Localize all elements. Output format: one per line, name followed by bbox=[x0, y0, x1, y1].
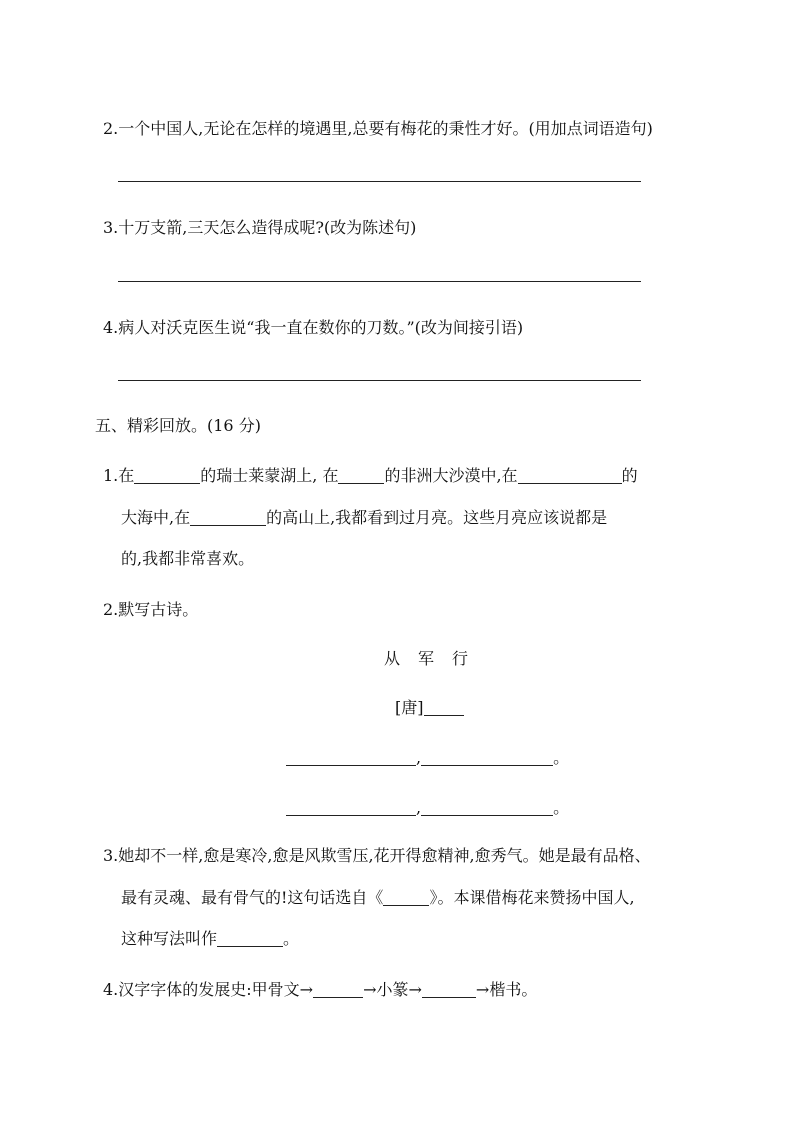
question-2 bbox=[103, 597, 198, 620]
poem-title-char: 军 bbox=[418, 649, 435, 668]
answer-line[interactable] bbox=[118, 181, 641, 182]
comma: , bbox=[416, 748, 422, 767]
text: 她却不一样,愈是寒冷,愈是风欺雪压,花开得愈精神,愈秀气。她是最有品格、 bbox=[118, 846, 651, 865]
text: 。 bbox=[283, 929, 300, 948]
question-3-line-1 bbox=[103, 843, 651, 866]
question-text: 默写古诗。 bbox=[118, 600, 199, 619]
text: →楷书。 bbox=[475, 980, 538, 999]
poem-title-char: 行 bbox=[452, 649, 469, 668]
period: 。 bbox=[553, 798, 570, 817]
question-number: 3. bbox=[103, 218, 119, 237]
text: 的非洲大沙漠中,在 bbox=[384, 466, 518, 485]
question-3-line-3 bbox=[121, 926, 299, 949]
fill-blank[interactable] bbox=[422, 979, 476, 998]
fill-blank[interactable] bbox=[421, 747, 553, 766]
poem-title-char: 从 bbox=[384, 649, 401, 668]
fill-blank[interactable] bbox=[313, 979, 363, 998]
question-1-line-3: 的,我都非常喜欢。 bbox=[121, 549, 255, 568]
text: 》。本课借梅花来赞扬中国人, bbox=[429, 888, 635, 907]
poem-line-1 bbox=[286, 745, 569, 768]
text: 汉字字体的发展史:甲骨文→ bbox=[118, 980, 314, 999]
question-3-line-2 bbox=[121, 885, 635, 908]
question-text: 一个中国人,无论在怎样的境遇里,总要有梅花的秉性才好。(用加点词语造句) bbox=[118, 119, 653, 138]
answer-line[interactable] bbox=[118, 281, 641, 282]
question-3 bbox=[103, 215, 416, 238]
poem-line-2 bbox=[286, 795, 569, 818]
question-number: 2. bbox=[103, 600, 119, 619]
question-text: 十万支箭,三天怎么造得成呢?(改为陈述句) bbox=[118, 218, 417, 237]
text: 最有灵魂、最有骨气的!这句话选自《 bbox=[121, 888, 384, 907]
section-heading: 五、精彩回放。(16 分) bbox=[95, 416, 261, 435]
question-4 bbox=[103, 315, 523, 338]
period: 。 bbox=[553, 748, 570, 767]
question-1-line-1 bbox=[103, 463, 638, 486]
fill-blank[interactable] bbox=[338, 465, 384, 484]
text: 的瑞士莱蒙湖上, 在 bbox=[200, 466, 339, 485]
fill-blank[interactable] bbox=[286, 747, 416, 766]
comma: , bbox=[416, 798, 422, 817]
fill-blank[interactable] bbox=[286, 797, 416, 816]
question-number: 4. bbox=[103, 980, 119, 999]
question-2 bbox=[103, 116, 653, 139]
fill-blank[interactable] bbox=[190, 507, 266, 526]
text: 的高山上,我都看到过月亮。这些月亮应该说都是 bbox=[266, 508, 608, 527]
question-number: 2. bbox=[103, 119, 119, 138]
text: 大海中,在 bbox=[121, 508, 191, 527]
text: 在 bbox=[118, 466, 135, 485]
poem-dynasty: [唐] bbox=[395, 698, 424, 717]
fill-blank[interactable] bbox=[217, 928, 283, 947]
text: →小篆→ bbox=[363, 980, 422, 999]
text: 这种写法叫作 bbox=[121, 929, 218, 948]
text: 的 bbox=[621, 466, 638, 485]
question-number: 4. bbox=[103, 318, 119, 337]
question-number: 1. bbox=[103, 466, 119, 485]
fill-blank[interactable] bbox=[518, 465, 622, 484]
fill-blank[interactable] bbox=[134, 465, 200, 484]
poem-title bbox=[384, 646, 468, 669]
question-4 bbox=[103, 977, 537, 1000]
question-text: 病人对沃克医生说“我一直在数你的刀数。”(改为间接引语) bbox=[118, 318, 524, 337]
fill-blank[interactable] bbox=[421, 797, 553, 816]
author-blank[interactable] bbox=[424, 697, 464, 716]
question-number: 3. bbox=[103, 846, 119, 865]
question-1-line-2 bbox=[121, 505, 607, 528]
answer-line[interactable] bbox=[118, 380, 641, 381]
poem-author bbox=[395, 695, 464, 718]
fill-blank[interactable] bbox=[383, 887, 429, 906]
